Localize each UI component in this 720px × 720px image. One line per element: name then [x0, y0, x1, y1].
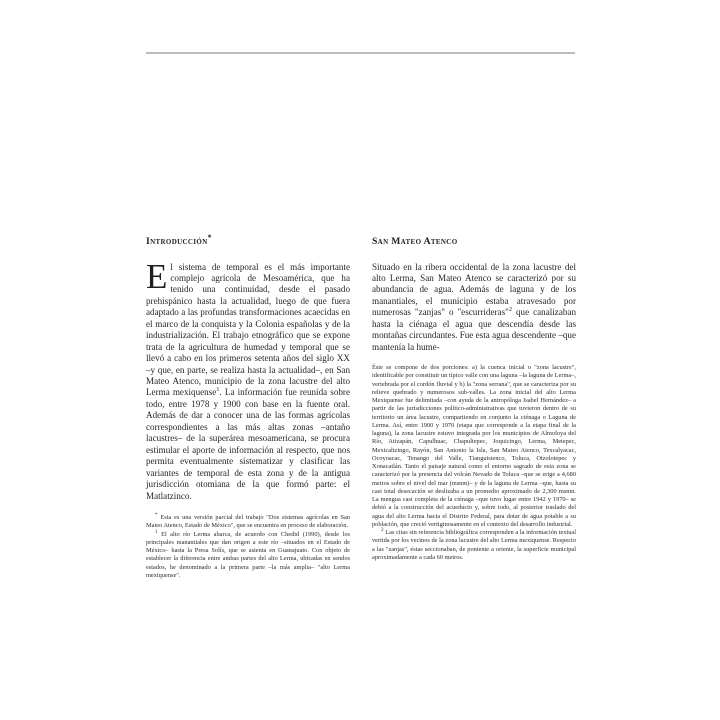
left-column	[146, 232, 350, 580]
footnote-asterisk-text: Esta es una versión parcial del trabajo "Dos sistemas agrícolas en San Mateo Atenco, Estado de México", que se encuentra en proceso de elaboración.	[146, 514, 350, 530]
right-body-footnote-marker: 2	[508, 306, 513, 314]
footnote-two	[372, 529, 576, 562]
right-body-text-part-2: que canalizaban hasta la ciénaga el agua que descendía desde las montañas circundantes. Fue esta agua descendente –que mantenía la hume-	[372, 307, 576, 352]
left-heading-text: Introducción	[146, 236, 208, 247]
footnote-two-marker: 2	[381, 527, 384, 534]
left-body-paragraph	[146, 256, 350, 503]
left-footnotes	[146, 511, 350, 580]
footnote-two-text: Las citas sin referencia bibliográfica corresponden a la información textual vertida por los vecinos de la zona lacustre del alto Lerma mexiquense. Respecto a las "zanjas", éstas seccionaban, de poniente a oriente, la superficie municipal aproximadamente a cada 60 metros.	[372, 529, 576, 561]
right-footnotes	[372, 364, 576, 562]
footnote-asterisk	[146, 511, 350, 531]
section-title-san-mateo-atenco	[372, 236, 576, 248]
header-rule	[146, 52, 575, 54]
footnote-one	[146, 528, 350, 581]
right-body-paragraph	[372, 262, 576, 354]
footnote-continuation-text: Éste se compone de dos porciones: a) la cuenca inicial o "zona lacustre", identificable por constituir un típico valle con una laguna –la laguna de Lerma–, vertebrada por el cordón fluvial y b) la "zona serrana", que se caracteriza por su relieve quebrado y numerosos sub-valles. La zona inicial del alto Lerma Mexiquense fue delimitada –con ayuda de la antropóloga Isabel Hernández– a partir de las jurisdicciones político-administrativas que tuvieron dentro de su territorio un área lacustre, compartiendo en conjunto la ciénaga o Laguna de Lerma. Así, entre 1900 y 1970 (etapa que corresponde a la etapa final de la laguna), la zona lacustre estuvo integrada por los municipios de Almoloya del Río, Atizapán, Capulhuac, Chapultepec, Joquicingo, Lerma, Metepec, Mexicaltzingo, Rayón, San Antonio la Isla, San Mateo Atenco, Texcalyacac, Ocoyoacac, Tenango del Valle, Tianguistenco, Toluca, Otzolotepec y Xonacatlán. Tanto el paisaje natural como el entorno sagrado de esta zona se caracterizó por la presencia del volcán Nevado de Toluca –que se erige a 4,680 metros sobre el nivel del mar (msnm)– y de la laguna de Lerma –que, hasta su casi total desecación se deslizaba a un promedio aproximado de 2,300 msnm. La mengua casi completa de la ciénaga –que tuvo lugar entre 1942 y 1970– se debió a la construcción del acueducto y, sobre todo, al posterior traslado del agua del alto Lerma hacia el Distrito Federal, para dotar de agua potable a su población, que creció vertiginosamente en el contexto del desarrollo industrial.	[372, 364, 576, 528]
footnote-asterisk-marker: *	[155, 511, 158, 518]
left-body-text-continued: . La información fue reunida sobre todo, entre 1978 y 1900 con base en la fuente oral. Además de dar a conocer una de las formas agrícolas correspondientes a las más altas zonas –antaño lacustres– de la superárea mesoamericana, se procura estimular el aporte de información al respecto, que nos permita eventualmente sistematizar y clasificar las variantes de temporal de esta zona y de la antigua jurisdicción otomiana de la que formó parte: el Matlatzinco.	[146, 387, 350, 501]
right-heading-text: San Mateo Atenco	[372, 236, 458, 247]
footnote-continuation	[372, 364, 576, 529]
left-body-text: El sistema de temporal es el más importante complejo agrícola de Mesoamérica, que ha tenido una continuidad, desde el pasado prehispánico hasta la actualidad, luego de que fuera adaptado a las profundas transformaciones acaecidas en el marco de la conquista y la Colonia españolas y de la industrialización. El trabajo etnográfico que se expone trata de la agricultura de humedad y temporal que se llevó a cabo en los primeros setenta años del siglo XX –y que, en parte, se realiza hasta la actualidad–, en San Mateo Atenco, municipio de la zona lacustre del alto Lerma mexiquense	[146, 256, 350, 398]
right-body-text-part-1: Situado en la ribera occidental de la zona lacustre del alto Lerma, San Mateo Atenco se caracterizó por su abundancia de agua. Además de laguna y de los manantiales, el municipio estaba atravesado por numerosas "zanjas" o "escurrideras"	[372, 261, 576, 318]
left-body-footnote-marker: 1	[216, 386, 220, 394]
footnote-one-marker: 1	[155, 528, 158, 535]
two-column-layout	[146, 232, 576, 580]
right-column	[372, 236, 576, 580]
page-title	[146, 232, 350, 248]
footnote-one-text: El alto río Lerma abarca, de acuerdo con Chedid (1990), desde los principales manantiales que dan origen a este río –situados en el Estado de México– hasta la Presa Solís, que se asienta en Guanajuato. Con objeto de establecer la diferencia entre ambas partes del alto Lerma, ubicadas en sendos estados, he denominado a la primera parte –la más amplia– "alto Lerma mexiquense".	[146, 530, 350, 579]
left-heading-footnote-marker: *	[207, 232, 212, 242]
